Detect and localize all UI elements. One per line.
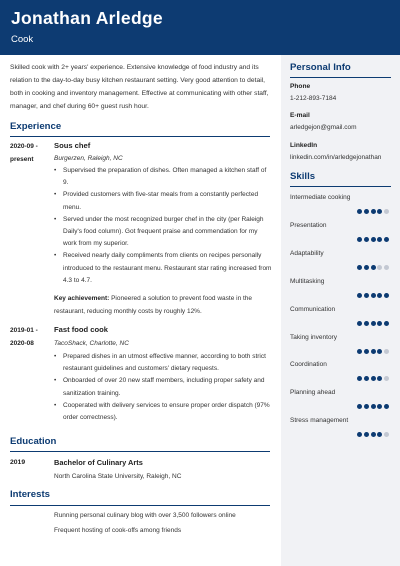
rating-dot-empty <box>384 265 389 270</box>
job-date-from: 2020-09 - <box>10 143 38 150</box>
key-achievement-label: Key achievement: <box>54 295 110 302</box>
skill-name: Planning ahead <box>290 389 336 397</box>
skill-name: Taking inventory <box>290 333 337 341</box>
skill-name: Stress management <box>290 417 349 425</box>
skill-rating <box>357 237 389 242</box>
phone-label: Phone <box>290 83 311 90</box>
email-value: arledgejon@gmail.com <box>290 124 357 131</box>
job-bullet: • Served under the most recognized burger chef in the city (per Raleigh Daily's food column). Got frequent praise and commendation for my work from my superior. <box>54 214 272 251</box>
rating-dot-filled <box>364 376 369 381</box>
job-bullet: • Prepared dishes in an utmost effective manner, according to both strict restaurant guidelines and customers' dietary requests. <box>54 351 272 375</box>
rating-dot-filled <box>371 349 376 354</box>
interest-item: Frequent hosting of cook-offs among friends <box>54 527 182 534</box>
job-bullet: • Provided customers with five-star meals from a constantly perfected menu. <box>54 189 272 213</box>
rating-dot-filled <box>371 209 376 214</box>
skill-rating <box>357 432 389 437</box>
resume-header <box>0 0 400 55</box>
rating-dot-filled <box>364 237 369 242</box>
rating-dot-filled <box>357 349 362 354</box>
experience-heading: Experience <box>10 121 62 132</box>
rating-dot-filled <box>364 321 369 326</box>
rating-dot-filled <box>371 265 376 270</box>
job-bullet: • Onboarded of over 20 new staff members, including proper safety and sanitization training. <box>54 375 272 399</box>
rating-dot-filled <box>364 432 369 437</box>
key-achievement-text: Pioneered a solution to prevent food waste in the restaurant, reducing monthly costs by roughly 12%. <box>54 295 253 315</box>
rating-dot-filled <box>371 321 376 326</box>
skill-name: Multitasking <box>290 277 325 285</box>
rating-dot-filled <box>357 321 362 326</box>
skill-rating <box>357 376 389 381</box>
rating-dot-filled <box>377 209 382 214</box>
job-date-to: present <box>10 156 34 163</box>
job-bullet: • Supervised the preparation of dishes. Often managed a kitchen staff of 9. <box>54 165 272 189</box>
rating-dot-filled <box>357 404 362 409</box>
rating-dot-filled <box>357 209 362 214</box>
rating-dot-filled <box>357 376 362 381</box>
job-bullet: • Cooperated with delivery services to ensure proper order dispatch (97% order correctness). <box>54 400 272 424</box>
skills-heading: Skills <box>290 171 316 182</box>
rating-dot-filled <box>377 293 382 298</box>
interest-item: Running personal culinary blog with over 3,500 followers online <box>54 512 236 519</box>
rating-dot-filled <box>377 321 382 326</box>
rating-dot-filled <box>371 293 376 298</box>
linkedin-label: LinkedIn <box>290 142 318 149</box>
rating-dot-filled <box>357 432 362 437</box>
job-bullet: • Received nearly daily compliments from clients on recipes personally introduced to the restaurant menu. Restaurant star rating increased from 4.3 to 4.7. <box>54 250 272 287</box>
rating-dot-empty <box>384 209 389 214</box>
job-bullets <box>54 165 272 287</box>
rating-dot-filled <box>384 293 389 298</box>
rating-dot-filled <box>364 265 369 270</box>
skill-rating <box>357 293 389 298</box>
candidate-role: Cook <box>11 34 34 45</box>
skill-name: Adaptability <box>290 249 324 257</box>
education-heading: Education <box>10 436 57 447</box>
rating-dot-filled <box>371 432 376 437</box>
skill-rating <box>357 321 389 326</box>
skill-rating <box>357 404 389 409</box>
rating-dot-empty <box>384 349 389 354</box>
rating-dot-empty <box>384 376 389 381</box>
rating-dot-filled <box>357 237 362 242</box>
interests-divider <box>10 505 270 506</box>
rating-dot-filled <box>364 209 369 214</box>
profile-summary: Skilled cook with 2+ years' experience. Extensive knowledge of food industry and its relation to the day-to-day busy kitchen restaurant setting. Very good attention to detail, both in cooking and inventory management. Effective at communicating with other staff, manager, and chef during 60+ guest rush hour. <box>10 64 269 111</box>
rating-dot-filled <box>357 293 362 298</box>
skills-divider <box>290 186 391 187</box>
experience-divider <box>10 136 270 137</box>
job-date-from: 2019-01 - <box>10 327 38 334</box>
rating-dot-filled <box>364 404 369 409</box>
rating-dot-filled <box>377 237 382 242</box>
rating-dot-filled <box>384 404 389 409</box>
rating-dot-filled <box>384 237 389 242</box>
education-degree: Bachelor of Culinary Arts <box>54 458 143 467</box>
skill-rating <box>357 349 389 354</box>
rating-dot-filled <box>364 349 369 354</box>
job-bullets <box>54 351 272 424</box>
personal-info-heading: Personal Info <box>290 62 351 73</box>
job-title: Sous chef <box>54 141 91 150</box>
interests-heading: Interests <box>10 489 50 500</box>
education-school: North Carolina State University, Raleigh, NC <box>54 473 182 480</box>
rating-dot-filled <box>377 376 382 381</box>
rating-dot-filled <box>377 349 382 354</box>
sidebar <box>281 55 400 566</box>
skill-name: Coordination <box>290 361 327 369</box>
education-divider <box>10 451 270 452</box>
rating-dot-filled <box>377 404 382 409</box>
candidate-name: Jonathan Arledge <box>11 8 163 28</box>
skill-name: Intermediate cooking <box>290 194 351 201</box>
personal-info-divider <box>290 77 391 78</box>
email-label: E-mail <box>290 112 310 119</box>
rating-dot-filled <box>371 404 376 409</box>
education-year: 2019 <box>10 459 26 466</box>
rating-dot-filled <box>371 376 376 381</box>
job-company: TacoShack, Charlotte, NC <box>54 340 129 347</box>
rating-dot-empty <box>377 265 382 270</box>
skill-name: Communication <box>290 305 336 313</box>
skill-rating <box>357 265 389 270</box>
rating-dot-filled <box>357 265 362 270</box>
skill-rating <box>357 209 389 214</box>
rating-dot-filled <box>377 432 382 437</box>
job-company: Burgerzen, Raleigh, NC <box>54 155 123 162</box>
rating-dot-empty <box>384 432 389 437</box>
skill-name: Presentation <box>290 221 327 229</box>
linkedin-value: linkedin.com/in/arledgejonathan <box>290 154 382 161</box>
job-date-to: 2020-08 <box>10 340 34 347</box>
phone-value: 1-212-893-7184 <box>290 95 337 102</box>
job-title: Fast food cook <box>54 325 109 334</box>
rating-dot-filled <box>371 237 376 242</box>
rating-dot-filled <box>364 293 369 298</box>
key-achievement <box>54 293 272 318</box>
rating-dot-filled <box>384 321 389 326</box>
